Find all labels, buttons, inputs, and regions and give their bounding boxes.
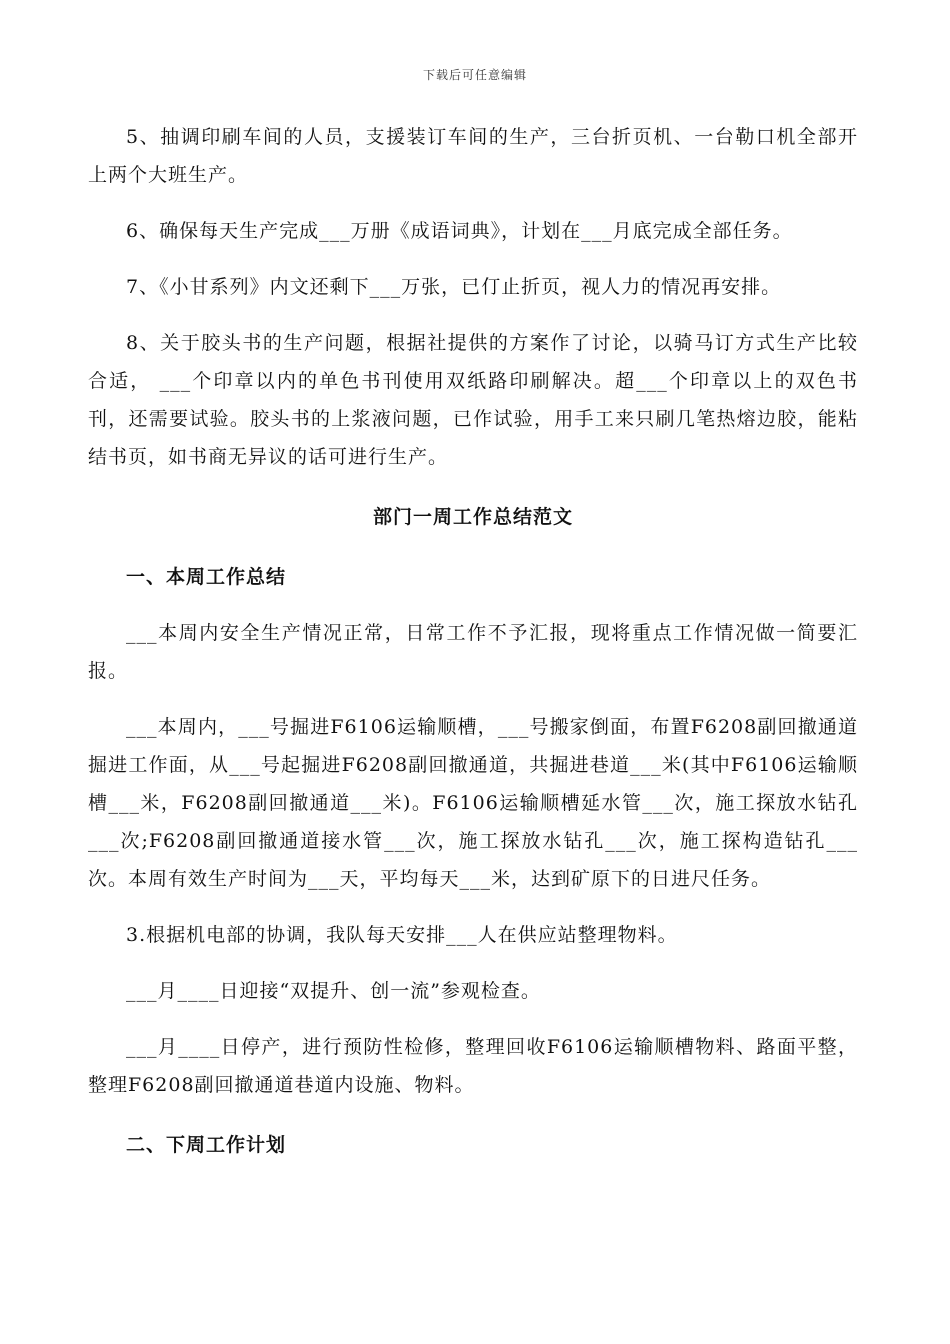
section1-paragraph-3: 3.根据机电部的协调，我队每天安排___人在供应站整理物料。 — [126, 924, 678, 946]
section1-paragraph-4: ___月____日迎接“双提升、创一流”参观检查。 — [126, 980, 541, 1002]
document-body — [88, 118, 858, 1164]
section-heading-2: 二、下周工作计划 — [126, 1134, 287, 1156]
paragraph-5: 5、抽调印刷车间的人员，支援装订车间的生产，三台折页机、一台勒口机全部开上两个大班生产。 — [88, 126, 858, 186]
section1-paragraph-2: ___本周内，___号掘进F6106运输顺槽，___号搬家倒面，布置F6208副回撤通道掘进工作面，从___号起掘进F6208副回撤通道，共掘进巷道___米(其中F6106运输顺槽___米，F6208副回撤通道___米)。F6106运输顺槽延水管___次，施工探放水钻孔___次;F6208副回撤通道接水管___次，施工探放水钻孔___次，施工探构造钻孔___次。本周有效生产时间为___天，平均每天___米，达到矿原下的日进尺任务。 — [88, 716, 858, 890]
section-heading-1: 一、本周工作总结 — [126, 566, 287, 588]
paragraph-6: 6、确保每天生产完成___万册《成语词典》，计划在___月底完成全部任务。 — [126, 220, 793, 242]
section1-paragraph-1: ___本周内安全生产情况正常，日常工作不予汇报，现将重点工作情况做一简要汇报。 — [88, 622, 858, 682]
section1-paragraph-5: ___月____日停产，进行预防性检修，整理回收F6106运输顺槽物料、路面平整，整理F6208副回撤通道巷道内设施、物料。 — [88, 1036, 858, 1096]
paragraph-8: 8、关于胶头书的生产问题，根据社提供的方案作了讨论，以骑马订方式生产比较合适， ___个印章以内的单色书刊使用双纸路印刷解决。超___个印章以上的双色书刊，还需要试验。胶头书的上浆液问题，已作试验，用手工来只刷几笔热熔边胶，能粘结书页，如书商无异议的话可进行生产。 — [88, 332, 858, 468]
paragraph-7: 7、《小甘系列》内文还剩下___万张，已仃止折页，视人力的情况再安排。 — [126, 276, 782, 298]
page-header: 下载后可任意编辑 — [422, 68, 527, 82]
document-title: 部门一周工作总结范文 — [372, 506, 573, 528]
